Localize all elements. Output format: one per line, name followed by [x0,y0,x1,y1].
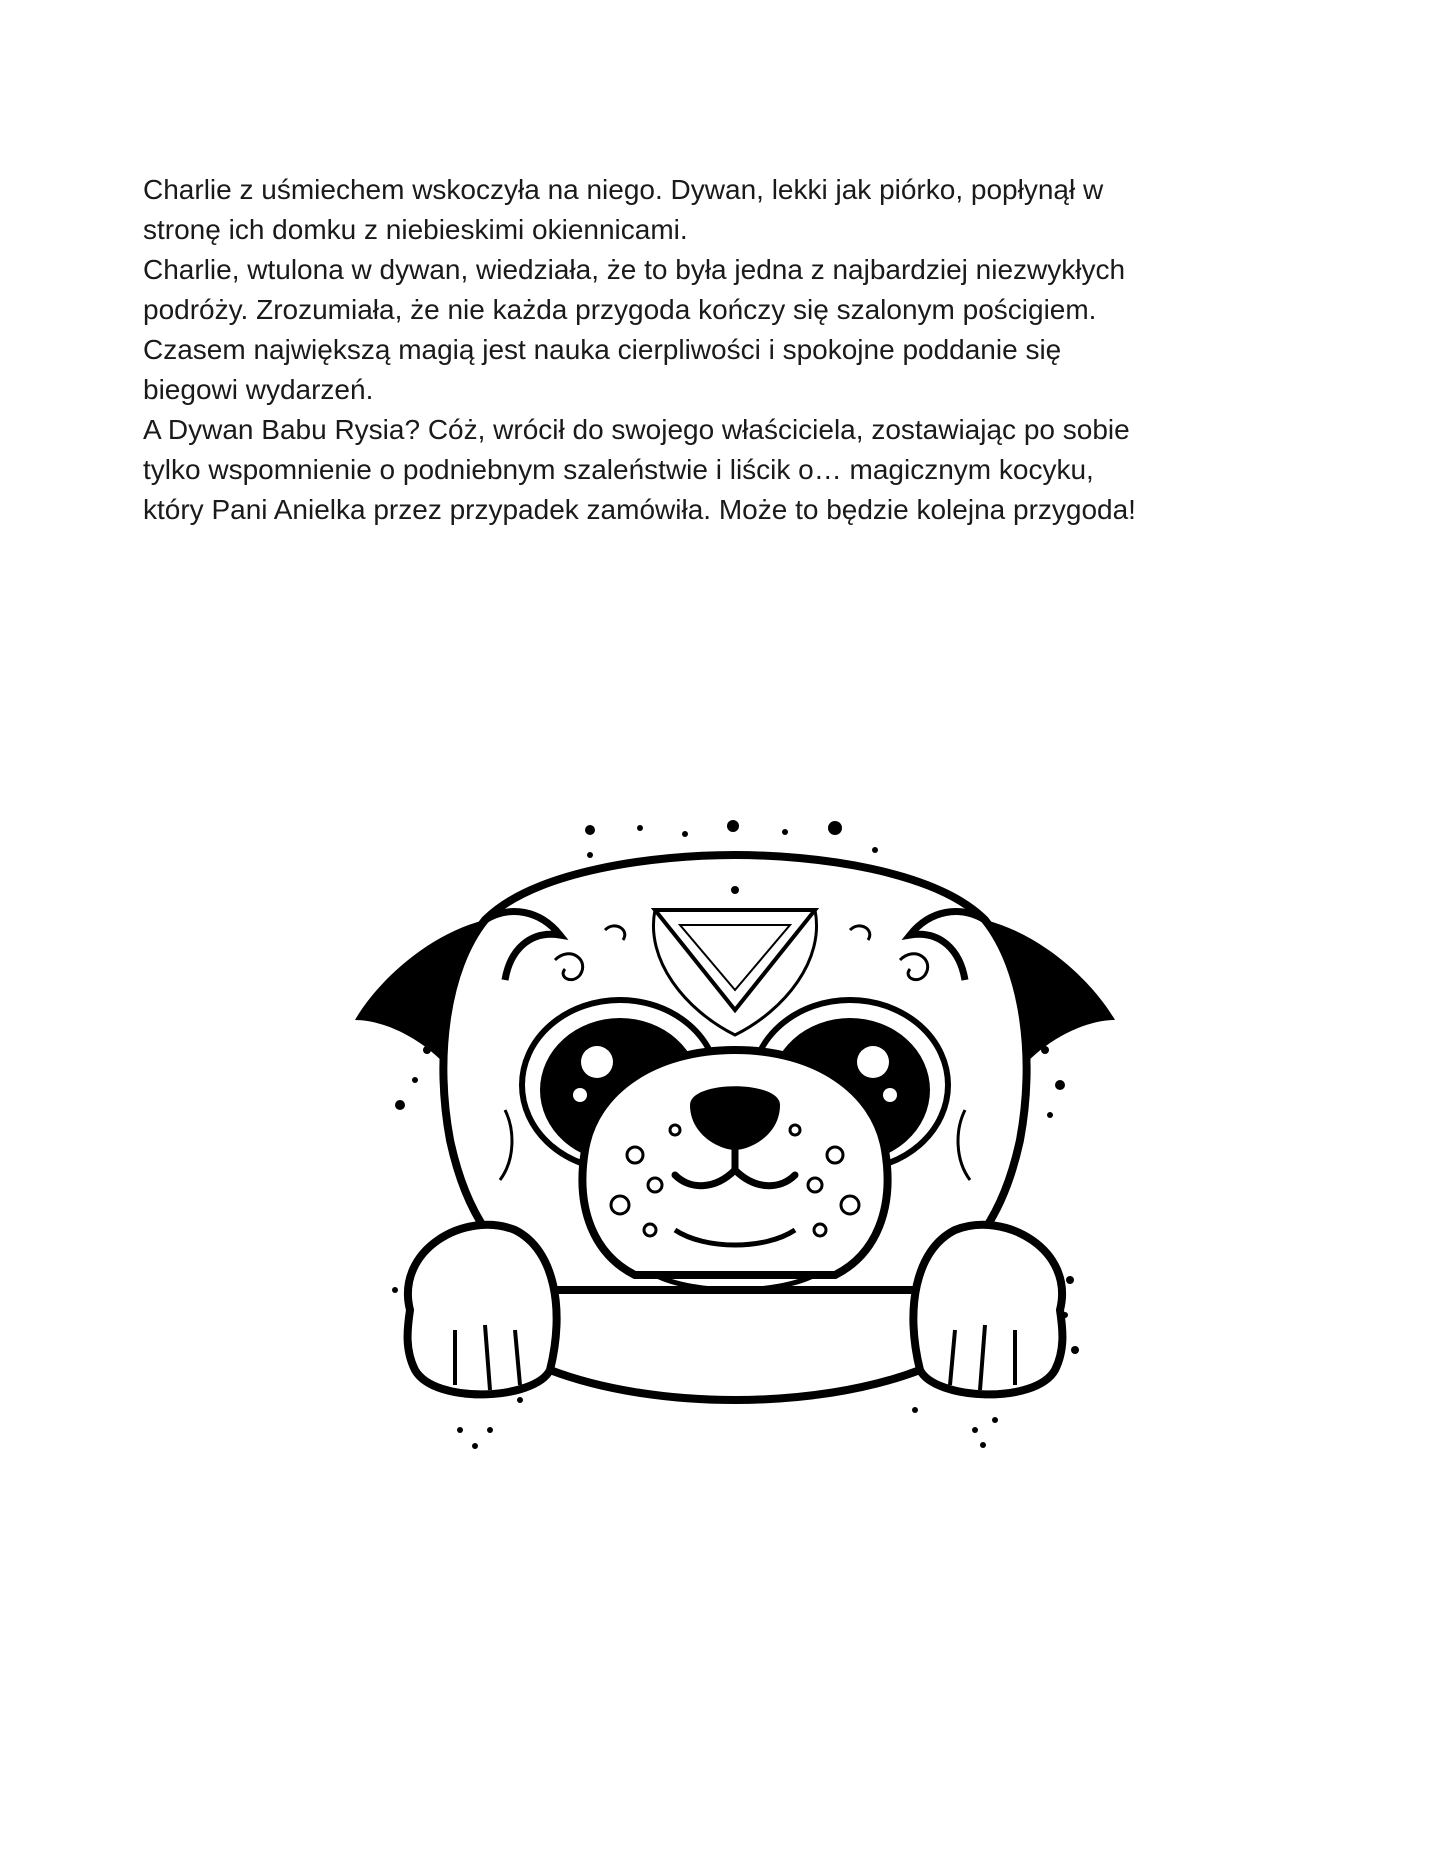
story-line: stronę ich domku z niebieskimi okiennicami. [143,214,688,245]
story-line: Charlie z uśmiechem wskoczyła na niego. Dywan, lekki jak piórko, popłynął w [143,174,1104,205]
story-line: Charlie, wtulona w dywan, wiedziała, że to była jedna z najbardziej niezwykłych [143,254,1126,285]
story-line: który Pani Anielka przez przypadek zamówiła. Może to będzie kolejna przygoda! [143,494,1136,525]
story-line: Czasem największą magią jest nauka cierpliwości i spokojne poddanie się [143,334,1062,365]
story-text [143,170,1333,530]
pug-puppy-icon [355,810,1115,1510]
story-line: podróży. Zrozumiała, że nie każda przygoda kończy się szalonym pościgiem. [143,294,1097,325]
story-line: biegowi wydarzeń. [143,374,374,405]
story-line: tylko wspomnienie o podniebnym szaleństwie i liścik o… magicznym kocyku, [143,454,1094,485]
story-line: A Dywan Babu Rysia? Cóż, wrócił do swojego właściciela, zostawiając po sobie [143,414,1130,445]
